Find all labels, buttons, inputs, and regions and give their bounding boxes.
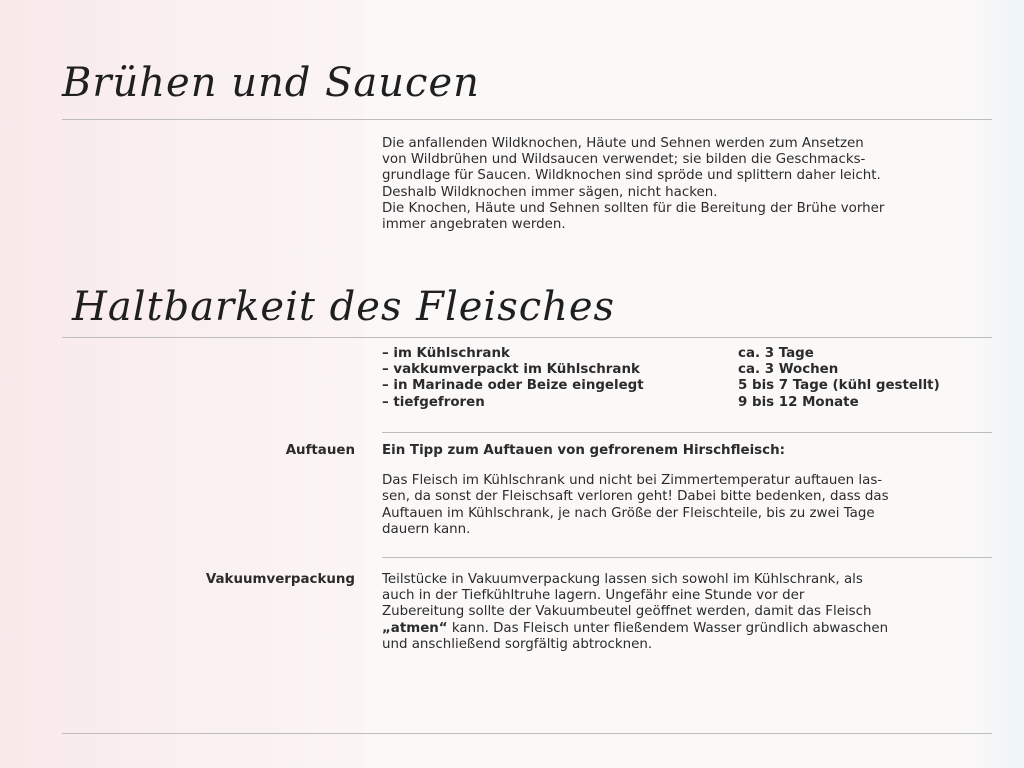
divider-rule (382, 432, 992, 433)
footer-rule (62, 733, 992, 734)
text-line: immer angebraten werden. (382, 217, 566, 233)
heading-haltbarkeit-des-fleisches: Haltbarkeit des Fleisches (72, 284, 616, 330)
emphasis-atmen: „atmen“ (382, 620, 448, 636)
text-line: grundlage für Saucen. Wildknochen sind spröde und splittern daher leicht. (382, 168, 881, 184)
storage-table (382, 346, 994, 411)
storage-duration: ca. 3 Tage (738, 346, 814, 361)
text-line: sen, da sonst der Fleischsaft verloren geht! Dabei bitte bedenken, dass das (382, 489, 889, 505)
text-line: auch in der Tiefkühltruhe lagern. Ungefähr eine Stunde vor der (382, 588, 805, 604)
storage-item: – in Marinade oder Beize eingelegt (382, 378, 644, 394)
text-line (382, 621, 994, 637)
divider-rule (62, 119, 992, 120)
page-left-tint (0, 0, 365, 768)
storage-item: – vakkumverpackt im Kühlschrank (382, 362, 640, 378)
text-line: und anschließend sorgfältig abtrocknen. (382, 636, 653, 652)
text-line: dauern kann. (382, 521, 471, 537)
text-line: Zubereitung sollte der Vakuumbeutel geöffnet werden, damit das Fleisch (382, 604, 872, 620)
text-line: Teilstücke in Vakuumverpackung lassen sich sowohl im Kühlschrank, als (382, 572, 863, 587)
paragraph-bruehen (382, 136, 994, 233)
text-line: von Wildbrühen und Wildsaucen verwendet; sie bilden die Geschmacks- (382, 152, 866, 168)
table-row (382, 346, 994, 362)
text-line: Deshalb Wildknochen immer sägen, nicht hacken. (382, 184, 718, 200)
text-line: Das Fleisch im Kühlschrank und nicht bei Zimmertemperatur auftauen las- (382, 473, 883, 489)
divider-rule (382, 557, 992, 558)
storage-item: – im Kühlschrank (382, 346, 510, 361)
paragraph-auftauen (382, 443, 994, 538)
auftauen-subheading: Ein Tipp zum Auftauen von gefrorenem Hirschfleisch: (382, 443, 785, 458)
heading-bruehen-und-saucen: Brühen und Saucen (62, 60, 480, 106)
text-line: Die Knochen, Häute und Sehnen sollten für die Bereitung der Brühe vorher (382, 200, 885, 216)
storage-item: – tiefgefroren (382, 394, 485, 410)
text-line: Die anfallenden Wildknochen, Häute und Sehnen werden zum Ansetzen (382, 136, 864, 151)
storage-duration: 5 bis 7 Tage (kühl gestellt) (738, 378, 940, 394)
table-row (382, 378, 994, 394)
side-label-vakuumverpackung: Vakuumverpackung (205, 572, 355, 587)
side-label-auftauen: Auftauen (285, 443, 355, 458)
text-fragment: kann. Das Fleisch unter fließendem Wasser gründlich abwaschen (447, 620, 889, 636)
table-row (382, 395, 994, 411)
storage-duration: 9 bis 12 Monate (738, 394, 859, 410)
paragraph-vakuum (382, 572, 994, 653)
spacer (382, 459, 994, 473)
table-row (382, 362, 994, 378)
divider-rule (62, 337, 992, 338)
storage-duration: ca. 3 Wochen (738, 362, 839, 378)
text-line: Auftauen im Kühlschrank, je nach Größe der Fleischteile, bis zu zwei Tage (382, 505, 875, 521)
